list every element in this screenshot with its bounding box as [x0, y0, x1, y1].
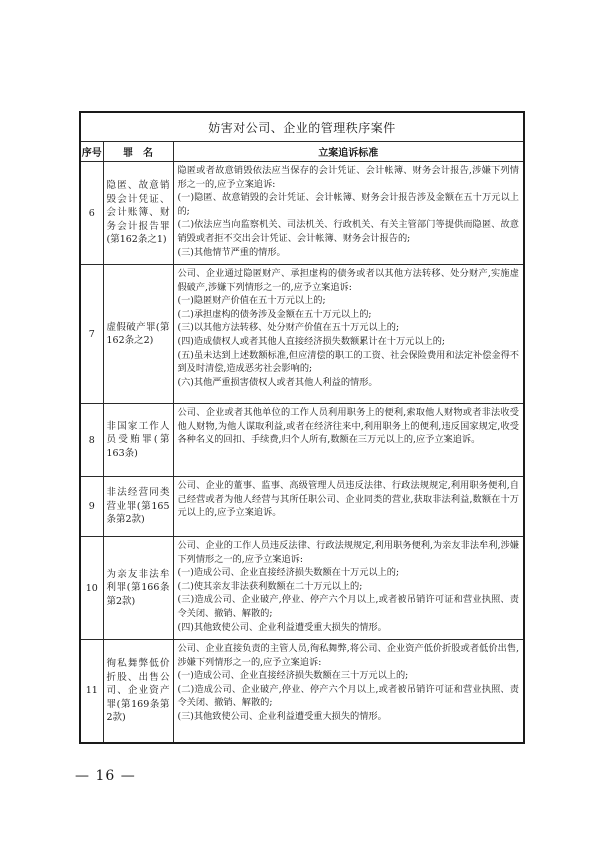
standard-line: (六)其他严重损害债权人或者其他人利益的情形。 [177, 376, 378, 388]
table-row [80, 537, 524, 640]
standard-line: (一)造成公司、企业直接经济损失数额在三十万元以上的; [177, 670, 409, 682]
standard-line: 公司、企业的董事、监事、高级管理人员违反法律、行政法规规定,利用职务便利,自己经营或者为他人经营与其所任职公司、企业同类的营业,获取非法利益,数额在十万元以上的,应予立案追诉。 [177, 480, 519, 519]
filing-standard [173, 162, 524, 265]
table-row [80, 404, 524, 477]
standard-line: (二)依法应当向监察机关、司法机关、行政机关、有关主管部门等提供而隐匿、故意销毁或者拒不交出会计凭证、会计帐簿、财务会计报告的; [177, 219, 519, 244]
page-number: — 16 — [75, 768, 136, 784]
crime-name: 虚假破产罪(第162条之2) [103, 265, 173, 404]
filing-standard [173, 537, 524, 640]
standard-line: 公司、企业通过隐匿财产、承担虚构的债务或者以其他方法转移、处分财产,实施虚假破产,涉嫌下列情形之一的,应予立案追诉: [177, 268, 519, 293]
standard-line: 隐匿或者故意销毁依法应当保存的会计凭证、会计帐簿、财务会计报告,涉嫌下列情形之一的,应予立案追诉: [177, 165, 519, 190]
standard-line: (三)其他致使公司、企业利益遭受重大损失的情形。 [177, 710, 387, 722]
standard-line: (一)造成公司、企业直接经济损失数额在十万元以上的; [177, 567, 400, 579]
crime-name: 隐匿、故意销毁会计凭证、会计账簿、财务会计报告罪(第162条之1) [103, 162, 173, 265]
standard-line: (三)以其他方法转移、处分财产价值在五十万元以上的; [177, 322, 400, 334]
standard-line: (一)隐匿、故意销毁的会计凭证、会计帐簿、财务会计报告涉及金额在五十万元以上的; [177, 192, 519, 217]
row-number: 6 [80, 162, 103, 265]
standard-line: (一)隐匿财产价值在五十万元以上的; [177, 295, 326, 307]
row-number: 9 [80, 477, 103, 537]
header-num: 序号 [80, 142, 103, 162]
row-number: 10 [80, 537, 103, 640]
filing-standard [173, 265, 524, 404]
crime-name: 徇私舞弊低价折股、出售公司、企业资产罪(第169条第2款) [103, 640, 173, 743]
standard-line: (四)造成债权人或者其他人直接经济损失数额累计在十万元以上的; [177, 335, 446, 347]
standard-line: (二)造成公司、企业破产,停业、停产六个月以上,或者被吊销许可证和营业执照、责令关闭、撤销、解散的; [177, 683, 519, 709]
table-row [80, 477, 524, 537]
row-number: 11 [80, 640, 103, 743]
crime-name: 非法经营同类营业罪(第165条第2款) [103, 477, 173, 537]
crime-name: 为亲友非法牟利罪(第166条第2款) [103, 537, 173, 640]
row-number: 7 [80, 265, 103, 404]
header-standard: 立案追诉标准 [173, 142, 524, 162]
case-standards-table [79, 111, 525, 744]
standard-line: (五)虽未达到上述数额标准,但应清偿的职工的工资、社会保险费用和法定补偿金得不到及时清偿,造成恶劣社会影响的; [177, 349, 519, 375]
standard-line: 公司、企业或者其他单位的工作人员利用职务上的便利,索取他人财物或者非法收受他人财物,为他人谋取利益,或者在经济往来中,利用职务上的便利,违反国家规定,收受各种名义的回扣、手续费,归个人所有,数额在三万元以上的,应予立案追诉。 [177, 407, 519, 446]
standard-line: 公司、企业直接负责的主管人员,徇私舞弊,将公司、企业资产低价折股或者低价出售,涉嫌下列情形之一的,应予立案追诉: [177, 643, 519, 668]
table-row [80, 640, 524, 743]
standard-line: 公司、企业的工作人员违反法律、行政法规规定,利用职务便利,为亲友非法牟利,涉嫌下列情形之一的,应予立案追诉: [177, 540, 519, 565]
standard-line: (二)使其亲友非法获利数额在二十万元以上的; [177, 580, 363, 592]
filing-standard [173, 477, 524, 537]
standard-line: (三)其他情节严重的情形。 [177, 246, 286, 258]
standard-line: (二)承担虚构的债务涉及金额在五十万元以上的; [177, 308, 372, 320]
row-number: 8 [80, 404, 103, 477]
standard-line: (三)造成公司、企业破产,停业、停产六个月以上,或者被吊销许可证和营业执照、责令关闭、撤销、解散的; [177, 594, 519, 619]
standard-line: (四)其他致使公司、企业利益遭受重大损失的情形。 [177, 621, 387, 633]
table-row [80, 265, 524, 404]
table-title: 妨害对公司、企业的管理秩序案件 [80, 112, 524, 142]
filing-standard [173, 640, 524, 743]
filing-standard [173, 404, 524, 477]
crime-name: 非国家工作人员受贿罪(第163条) [103, 404, 173, 477]
table-row [80, 162, 524, 265]
header-crime: 罪 名 [103, 142, 173, 162]
